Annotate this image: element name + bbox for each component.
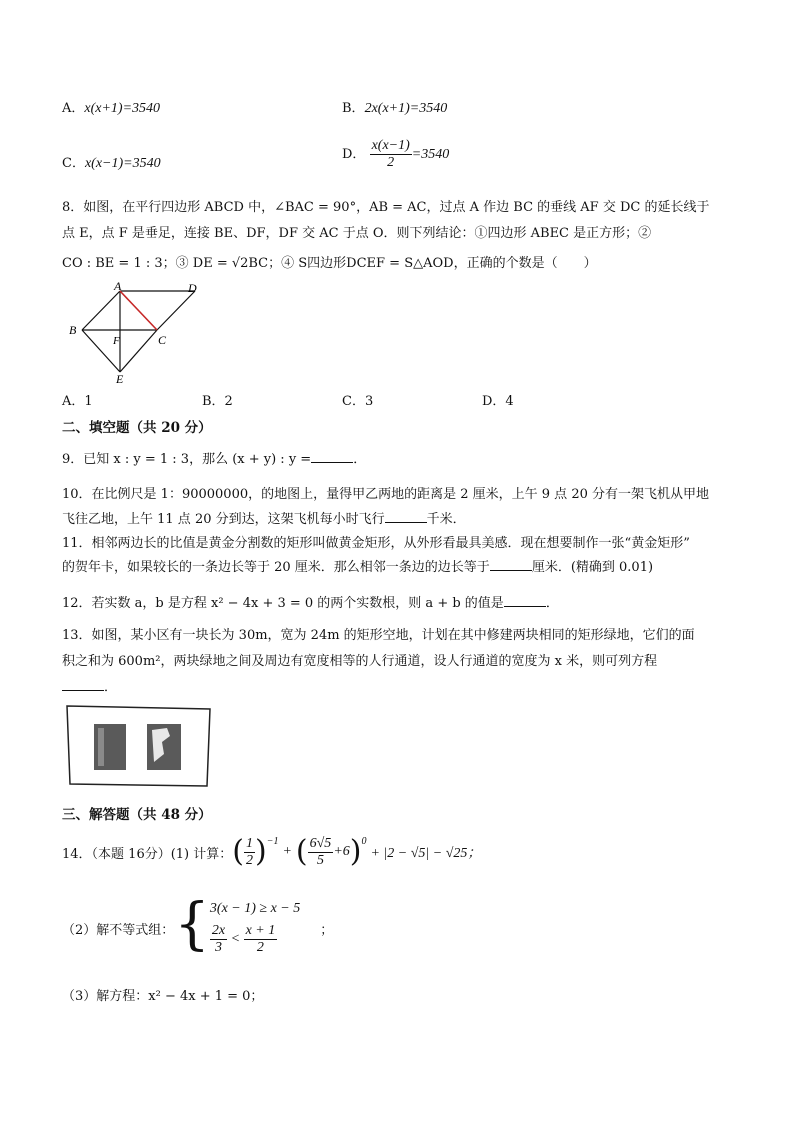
q7-option-a: A．x(x+1)=3540 <box>62 101 161 116</box>
q7-option-c: C．x(x−1)=3540 <box>62 156 161 171</box>
q7-option-d: D． $\frac{x(x-1)}{2}$ =3540 <box>342 138 450 170</box>
q13-answer-blank[interactable] <box>62 678 104 691</box>
q11-answer-blank[interactable] <box>490 558 532 571</box>
q8-line3: CO : BE = 1 : 3；③ DE = √2BC；④ S四边形DCEF = S△AOD，正确的个数是（ ） <box>62 256 597 271</box>
section-3-title: 三、解答题（共 48 分） <box>62 807 212 823</box>
q14-part1: 14．（本题 16分）(1) 计算： ( $\frac{1}{2}$ ) $^{-1}$ + ( $\frac{6√5}{5}$ +6 ) $^0$ + |2 − √5| − √25； <box>62 834 482 869</box>
q9-answer-blank[interactable] <box>311 450 353 463</box>
q11-line1: 11．相邻两边长的比值是黄金分割数的矩形叫做黄金矩形，从外形看最具美感．现在想要制作一张“黄金矩形” <box>62 536 690 551</box>
fig-label-c: C <box>158 333 167 347</box>
section-2-title: 二、填空题（共 20 分） <box>62 420 212 436</box>
q12-answer-blank[interactable] <box>504 594 546 607</box>
q10-line1: 10．在比例尺是 1：90000000，的地图上，量得甲乙两地的距离是 2 厘米，上午 9 点 20 分有一架飞机从甲地 <box>62 487 709 502</box>
q10-answer-blank[interactable] <box>385 510 427 523</box>
q12: 12．若实数 a，b 是方程 x² − 4x + 3 = 0 的两个实数根，则 a + b 的值是 ． <box>62 596 559 611</box>
q8-option-b: B．2 <box>202 394 233 409</box>
q9: 9．已知 x : y = 1 : 3，那么 (x + y) : y = ． <box>62 452 367 467</box>
fig-label-a: A <box>114 280 122 293</box>
q10-line2: 飞往乙地，上午 11 点 20 分到达，这架飞机每小时飞行 千米． <box>62 512 466 527</box>
fig-label-b: B <box>69 323 77 337</box>
q7-d-fraction: $\frac{x(x-1)}{2}$ <box>371 138 410 170</box>
q8-option-d: D．4 <box>482 394 514 409</box>
q11-line2: 的贺年卡，如果较长的一条边长等于 20 厘米．那么相邻一条边的边长等于 厘米．(精确到 0.01) <box>62 560 654 575</box>
q8-line1: 8．如图，在平行四边形 ABCD 中，∠BAC = 90°，AB = AC，过点 A 作边 BC 的垂线 AF 交 DC 的延长线于 <box>62 200 710 215</box>
fig-label-e: E <box>116 372 124 386</box>
q8-figure <box>62 280 212 388</box>
q13-line3: ． <box>62 676 117 695</box>
q13-line1: 13．如图，某小区有一块长为 30m，宽为 24m 的矩形空地，计划在其中修建两块相同的矩形绿地，它们的面 <box>62 628 695 643</box>
q14-part2: （2）解不等式组： { 3(x − 1) ≥ x − 5 $\frac{2x}{3}$ < $\frac{x + 1}{2}$ ； <box>62 892 334 957</box>
q8-option-a: A．1 <box>62 394 93 409</box>
fig-label-f: F <box>113 335 120 347</box>
q7-option-b: B．2x(x+1)=3540 <box>342 101 448 116</box>
q8-line2: 点 E，点 F 是垂足，连接 BE、DF，DF 交 AC 于点 O．则下列结论：①四边形 ABEC 是正方形；② <box>62 226 652 241</box>
q8-option-c: C．3 <box>342 394 374 409</box>
q13-figure <box>64 702 214 790</box>
q13-line2: 积之和为 600m²，两块绿地之间及周边有宽度相等的人行通道，设人行通道的宽度为 x 米，则可列方程 <box>62 654 658 669</box>
fig-label-d: D <box>188 281 197 295</box>
q14-part3: （3）解方程：x² − 4x + 1 = 0； <box>62 989 264 1004</box>
